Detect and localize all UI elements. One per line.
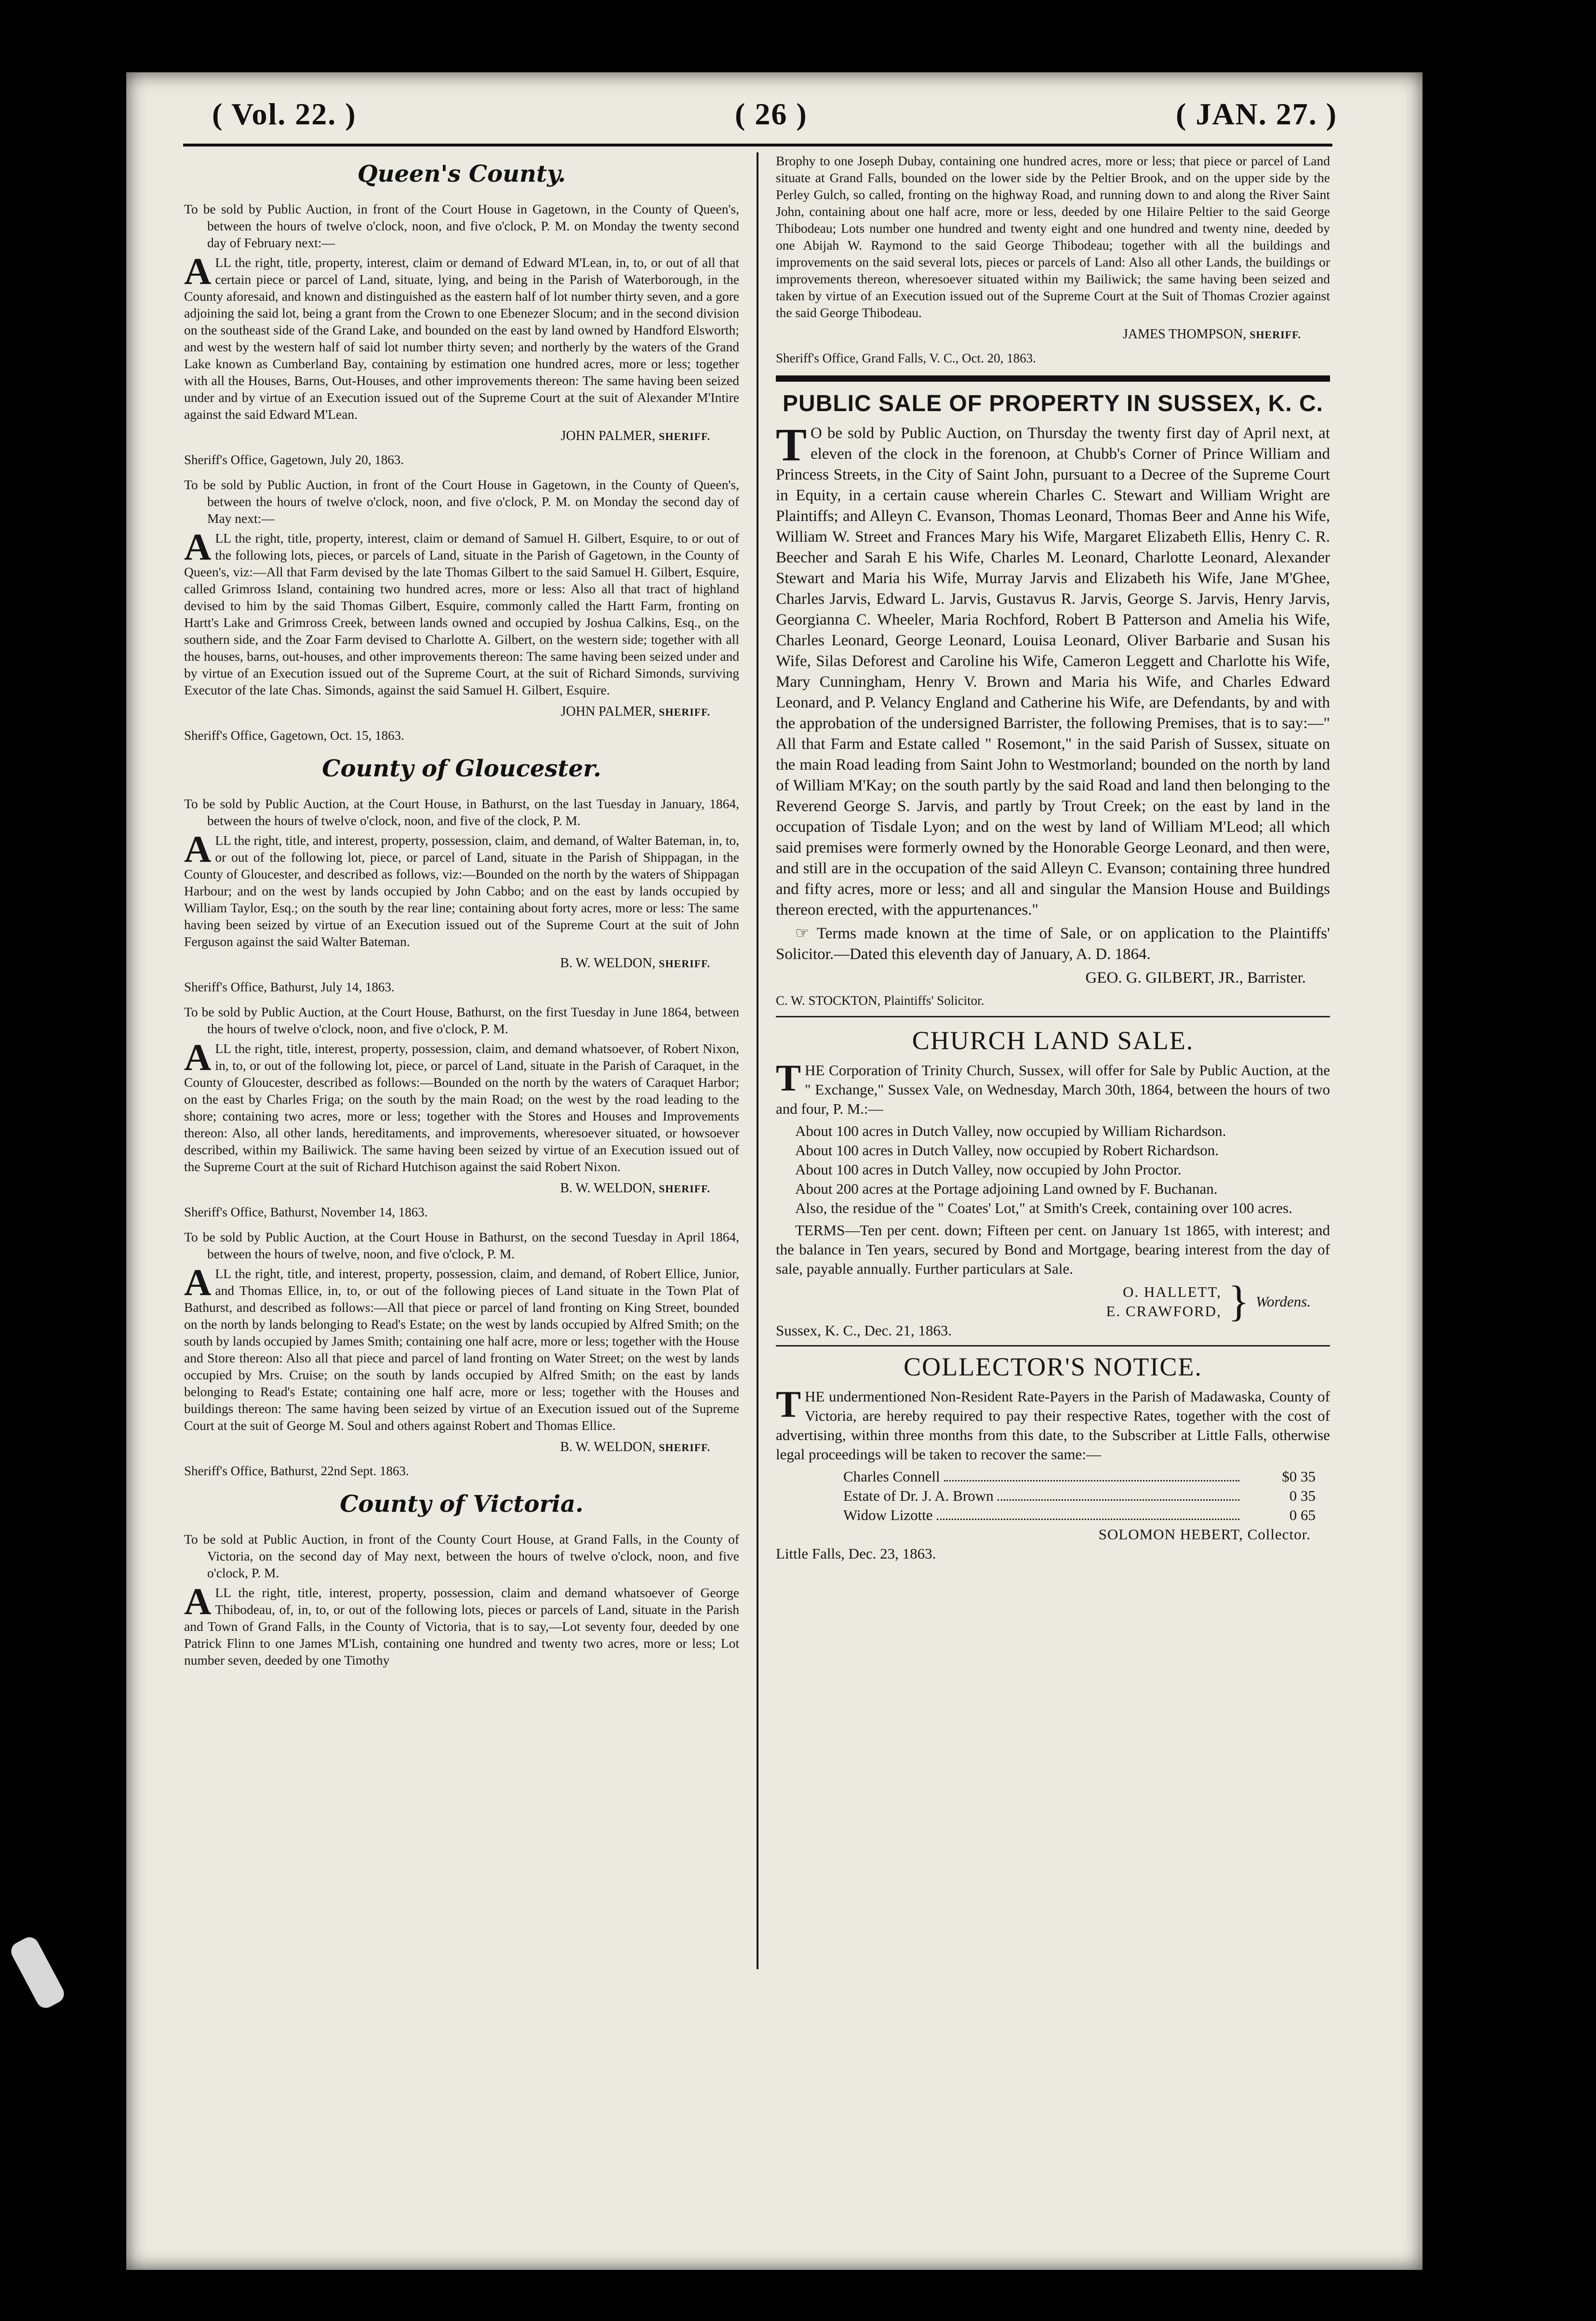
sheriff-office-dateline: Sheriff's Office, Gagetown, July 20, 1863. [184, 453, 404, 467]
barrister-signature: GEO. G. GILBERT, JR., Barrister. [1085, 969, 1306, 987]
lot-item: About 100 acres in Dutch Valley, now occupied by John Proctor. [795, 1161, 1182, 1178]
sussex-sale-terms: ☞ Terms made known at the time of Sale, or on application to the Plaintiffs' Solicitor.—Dated this eleventh day of January, A. D. 1864. [776, 925, 1330, 963]
church-sale-terms: TERMS—Ten per cent. down; Fifteen per cent. on January 1st 1865, with interest; and the balance in Ten years, secured by Bond and Mortgage, bearing interest from the day of sale, payable annually. Further particulars at Sale. [776, 1222, 1330, 1277]
sussex-sale-body: TO be sold by Public Auction, on Thursday the twenty first day of April next, at eleven of the clock in the forenoon, at Chubb's Corner of Prince William and Princess Streets, in the City of Saint John, pursuant to a Decree of the Supreme Court in Equity, in a certain cause wherein Charles C. Stewart and William Wright are Plaintiffs; and Alleyn C. Evanson, Thomas Leonard, Thomas Beer and Anne his Wife, William W. Street and Frances Mary his Wife, Margaret Elizabeth Ellis, Henry C. R. Beecher and Sarah E his Wife, Charles M. Leonard, Charlotte Leonard, Alexander Stewart and Maria his Wife, Murray Jarvis and Elizabeth his Wife, Jane M'Ghee, Charles Jarvis, Edward L. Jarvis, Gustavus R. Jarvis, George S. Jarvis, Henry Jarvis, Georgianna C. Wheeler, Maria Rochford, Robert B Patterson and Amelia his Wife, Charles Leonard, George Leonard, Louisa Leonard, Oliver Barbarie and Susan his Wife, Silas Deforest and Caroline his Wife, Cameron Leggett and Charlotte his Wife, Mary Cunningham, Henry V. Brown and Maria his Wife, and Charles Edward Leonard, and P. Velancy England and Catherine his Wife, are Defendants, by and with the approbation of the undersigned Barrister, the following Premises, that is to say:—" All that Farm and Estate called " Rosemont," in the said Parish of Sussex, situate on the main Road leading from Saint John to Westmorland; bounded on the north by land of William M'Kay; on the south partly by the said Road and land then belonging to the Reverend George S. Jarvis, and partly by Trout Creek; on the east by land in the occupation of Tisdale Lyon; and on the west by land of William M'Leod; all which said premises were formerly owned by the Honorable George Leonard, and then were, and still are in the occupation of the said Alleyn C. Evanson; containing three hundred and fifty acres, more or less; and all and singular the Mansion House and Buildings thereon erected, with the appurtenances." [776, 419, 1330, 919]
warden-names [1106, 1282, 1221, 1321]
header-rule [183, 144, 1332, 147]
sheriff-title: SHERIFF. [659, 430, 710, 442]
rate-amount: 0 65 [1289, 1507, 1316, 1523]
queens-county-heading: Queen's County. [357, 160, 566, 187]
collectors-notice-body: THE undermentioned Non-Resident Rate-Payers in the Parish of Madawaska, County of Victoria, are hereby required to pay their respective Rates, together with the cost of advertising, within three months from this date, to the Subscriber at Little Falls, otherwise legal proceedings will be taken to recover the same:— [776, 1383, 1330, 1463]
gloucester-county-heading: County of Gloucester. [322, 755, 601, 782]
ad-body: ALL the right, title, property, interest, claim or demand of Samuel H. Gilbert, Esquire, to or out of the following lots, pieces, or parcels of Land, situate in the Parish of Gagetown, in the County of Queen's, viz:—All that Farm devised by the late Thomas Gilbert to the said Samuel H. Gilbert, Esquire, called Grimross Island, containing two hundred acres, more or less: Also all that tract of highland devised to him by the said Thomas Gilbert, Esquire, commonly called the Hartt Farm, fronting on Hartt's Lake and Grimross Creek, between lands owned and occupied by Joshua Calkins, Esq., on the southern side, and the Zoar Farm devised to Charlotte A. Gilbert, on the western side; together with all the houses, barns, out-houses, and other improvements thereon: The same having been seized under and by virtue of an Execution issued out of the Supreme Court, at the suit of Richard Simonds, surviving Executor of the late Chas. Simonds, against the said Samuel H. Gilbert, Esquire. [184, 526, 739, 697]
ad-body: ALL the right, title, and interest, property, possession, claim, and demand, of Robert Ellice, Junior, and Thomas Ellice, in, to, or out of the following pieces of Land situate in the Town Plat of Bathurst, and described as follows:—All that piece or parcel of land fronting on King Street, bounded on the north by lands belonging to Read's Estate; on the west by lands occupied by Alfred Smith; on the south by lands occupied by James Smith; containing one half acre, more or less; together with the House and Store thereon: Also all that piece and parcel of land fronting on Water Street; on the west by lands occupied by Mrs. Cruise; on the south by lands occupied by Alfred Smith; on the east by lands belonging to Read's Estate; containing one half acre, more or less; together with the Houses and buildings thereon: The same having been seized by virtue of an Execution issued out of the Supreme Court at the suit of George M. Soul and others against Robert and Thomas Ellice. [184, 1261, 739, 1433]
ad-intro: To be sold at Public Auction, in front of the County Court House, at Grand Falls, in the County of Victoria, on the second day of May next, between the hours of twelve o'clock, noon, and five o'clock, P. M. [184, 1532, 739, 1580]
rate-amount: $0 35 [1282, 1468, 1316, 1485]
scanner-mark [8, 1934, 67, 2012]
sheriff-signature [776, 326, 1330, 343]
ratepayer-name: Charles Connell [843, 1468, 940, 1485]
ad-body: ALL the right, title, interest, property, possession, claim, and demand whatsoever, of Robert Nixon, in, to, or out of the following lot, piece, or parcel of Land, situate in the Parish of Caraquet, in the County of Gloucester, described as follows:—Bounded on the north by the waters of Caraquet Harbor; on the east by Charles Friga; on the south by the main Road; on the west by the road leading to the shore; containing two acres, more or less; together with the Stores and Houses and Improvements thereon: Also, all other lands, hereditaments, and improvements, wheresoever situated, or howsoever described, within my Bailiwick. The same having been seized by virtue of an Execution issued out of the Supreme Court at the suit of Richard Hutchison against the said Robert Nixon. [184, 1036, 739, 1174]
sheriff-office-dateline: Sheriff's Office, Bathurst, 22nd Sept. 1863. [184, 1464, 409, 1478]
queens-ad-2 [184, 476, 739, 744]
gloucester-ad-3 [184, 1228, 739, 1480]
issue-date: ( JAN. 27. ) [1176, 97, 1338, 131]
sheriff-name: JOHN PALMER, [560, 704, 656, 719]
church-sale-body: THE Corporation of Trinity Church, Sussex, will offer for Sale by Public Auction, at the " Exchange," Sussex Vale, on Wednesday, March 30th, 1864, between the hours of two and four, P. M.:— [776, 1057, 1330, 1117]
sheriff-office-dateline: Sheriff's Office, Bathurst, July 14, 1863. [184, 980, 395, 994]
section-rule [776, 375, 1330, 382]
wardens-signature [776, 1278, 1330, 1325]
collectors-notice-ad [776, 1351, 1330, 1563]
section-rule [776, 1016, 1330, 1017]
ad-body: ALL the right, title, interest, property, possession, claim and demand whatsoever of George Thibodeau, of, in, to, or out of the following lots, pieces or parcels of Land, situate in the Parish and Town of Grand Falls, in the County of Victoria, that is to say,—Lot seventy four, deeded by one Patrick Flinn to one James M'Lish, containing one hundred and twenty two acres, more or less; Lot number seven, deeded by one Timothy [184, 1580, 739, 1667]
gloucester-ad-1 [184, 795, 739, 996]
page-number: ( 26 ) [735, 97, 808, 131]
sheriff-signature [184, 1439, 739, 1456]
sheriff-title: SHERIFF. [659, 958, 710, 970]
leader-dots [998, 1486, 1239, 1501]
sheriff-signature [184, 703, 739, 720]
right-column [776, 152, 1330, 1563]
section-rule [776, 1345, 1330, 1347]
church-land-sale-heading: CHURCH LAND SALE. [912, 1026, 1194, 1055]
warden-name: E. CRAWFORD, [1106, 1303, 1222, 1320]
sheriff-office-dateline: Sheriff's Office, Bathurst, November 14, 1863. [184, 1205, 428, 1219]
brace-glyph: } [1228, 1278, 1250, 1325]
sheriff-name: B. W. WELDON, [560, 956, 656, 971]
queens-ad-1 [184, 200, 739, 468]
sussex-sale-ad [776, 389, 1330, 1011]
gloucester-ad-2 [184, 1003, 739, 1221]
lot-item: Also, the residue of the " Coates' Lot," at Smith's Creek, containing over 100 acres. [795, 1200, 1292, 1216]
lot-list [776, 1121, 1330, 1218]
warden-name: O. HALLETT, [1123, 1283, 1222, 1300]
sheriff-name: B. W. WELDON, [560, 1440, 656, 1454]
sussex-sale-heading: PUBLIC SALE OF PROPERTY IN SUSSEX, K. C. [783, 391, 1323, 416]
rate-list [776, 1467, 1330, 1525]
victoria-ad [184, 1531, 739, 1668]
sheriff-signature [184, 1180, 739, 1197]
rate-row [776, 1467, 1330, 1486]
lot-item: About 100 acres in Dutch Valley, now occupied by William Richardson. [795, 1122, 1226, 1139]
sheriff-name: B. W. WELDON, [560, 1181, 656, 1196]
church-sale-dateline: Sussex, K. C., Dec. 21, 1863. [776, 1322, 952, 1339]
sheriff-title: SHERIFF. [659, 706, 710, 718]
wardens-label: Wordens. [1256, 1293, 1311, 1310]
sheriff-name: JOHN PALMER, [560, 428, 656, 443]
rate-amount: 0 35 [1289, 1487, 1316, 1504]
sheriff-signature [184, 427, 739, 445]
volume-label: ( Vol. 22. ) [212, 97, 357, 131]
collector-dateline: Little Falls, Dec. 23, 1863. [776, 1545, 936, 1562]
ad-body-continued: Brophy to one Joseph Dubay, containing one hundred acres, more or less; that piece or parcel of Land situate at Grand Falls, bounded on the lower side by the Peltier Brook, and on the upper side by the Perley Gulch, so called, fronting on the highway Road, and running down to and along the River Saint John, containing about one half acre, more or less, deeded by one Hilaire Peltier to the said George Thibodeau; Lots number one hundred and twenty eight and one hundred and twenty nine, deeded by one Abijah W. Raymond to the said George Thibodeau; together with all the buildings and improvements on the said several lots, pieces or parcels of Land: Also all other Lands, the buildings or improvements thereon, wheresoever situated within my Bailiwick; the same having been seized and taken by virtue of an Execution issued out of the Supreme Court at the Suit of Thomas Crozier against the said George Thibodeau. [776, 153, 1330, 320]
ad-body: ALL the right, title, and interest, property, possession, claim, and demand, of Walter Bateman, in, to, or out of the following lot, piece, or parcel of Land, situate in the Parish of Shippagan, in the County of Gloucester, and described as follows, viz:—Bounded on the north by the waters of Shippagan Harbour; and on the west by lands occupied by John Cabbo; and on the east by lands occupied by William Taylor, Esq.; on the south by the rear line; containing about forty acres, more or less: The same having been seized by virtue of an Execution issued out of the Supreme Court at the suit of John Ferguson against the said Walter Bateman. [184, 828, 739, 949]
sheriff-signature [184, 955, 739, 972]
left-column [184, 152, 739, 1675]
solicitor-line: C. W. STOCKTON, Plaintiffs' Solicitor. [776, 993, 984, 1008]
victoria-ad-continued [776, 152, 1330, 367]
rate-row [776, 1486, 1330, 1506]
ad-intro: To be sold by Public Auction, at the Court House, Bathurst, on the first Tuesday in June 1864, between the hours of twelve o'clock, noon, and five o'clock, P. M. [184, 1004, 739, 1036]
victoria-county-heading: County of Victoria. [340, 1491, 584, 1518]
ad-intro: To be sold by Public Auction, in front of the Court House in Gagetown, in the County of Queen's, between the hours of twelve o'clock, noon, and five o'clock, P. M. on Monday the second day of May next:— [184, 477, 739, 526]
lot-item: About 100 acres in Dutch Valley, now occupied by Robert Richardson. [795, 1142, 1219, 1159]
sheriff-name: JAMES THOMPSON, [1122, 327, 1247, 342]
sheriff-office-dateline: Sheriff's Office, Grand Falls, V. C., Oct. 20, 1863. [776, 351, 1036, 365]
rate-row [776, 1506, 1330, 1525]
ad-intro: To be sold by Public Auction, at the Court House in Bathurst, on the second Tuesday in April 1864, between the hours of twelve, noon, and five o'clock, P. M. [184, 1229, 739, 1261]
leader-dots [937, 1506, 1239, 1520]
sheriff-office-dateline: Sheriff's Office, Gagetown, Oct. 15, 1863. [184, 728, 404, 743]
collectors-notice-heading: COLLECTOR'S NOTICE. [904, 1352, 1202, 1381]
collector-signature: SOLOMON HEBERT, Collector. [1098, 1526, 1311, 1543]
sheriff-title: SHERIFF. [659, 1183, 710, 1195]
ad-intro: To be sold by Public Auction, in front of the Court House in Gagetown, in the County of Queen's, between the hours of twelve o'clock, noon, and five o'clock, P. M. on Monday the twenty second day of February next:— [184, 201, 739, 250]
church-land-sale-ad [776, 1025, 1330, 1340]
ad-body: ALL the right, title, property, interest, claim or demand of Edward M'Lean, in, to, or out of all that certain piece or parcel of Land, situate, lying, and being in the Parish of Waterborough, in the County aforesaid, and known and distinguished as the eastern half of lot number thirty seven, and a gore adjoining the said lot, being a grant from the Crown to one Ebenezer Slocum; and in the second division on the southeast side of the Grand Lake, and bounded on the east by land owned by Handford Elsworth; and west by the western half of said lot number thirty seven; and northerly by the waters of the Grand Lake known as Cumberland Bay, containing by estimation one hundred acres, more or less; together with all the Houses, Barns, Out-Houses, and other improvements thereon: The same having been seized under and by virtue of an Execution issued out of the Supreme Court at the suit of Alexander M'Intire against the said Edward M'Lean. [184, 250, 739, 422]
sheriff-title: SHERIFF. [1250, 329, 1301, 341]
column-divider [757, 152, 758, 1969]
ratepayer-name: Estate of Dr. J. A. Brown [843, 1487, 994, 1504]
lot-item: About 200 acres at the Portage adjoining Land owned by F. Buchanan. [795, 1180, 1218, 1197]
ratepayer-name: Widow Lizotte [843, 1507, 933, 1523]
ad-intro: To be sold by Public Auction, at the Court House, in Bathurst, on the last Tuesday in January, 1864, between the hours of twelve o'clock, noon, and five of the clock, P. M. [184, 796, 739, 828]
leader-dots [944, 1467, 1239, 1481]
sheriff-title: SHERIFF. [659, 1441, 710, 1454]
